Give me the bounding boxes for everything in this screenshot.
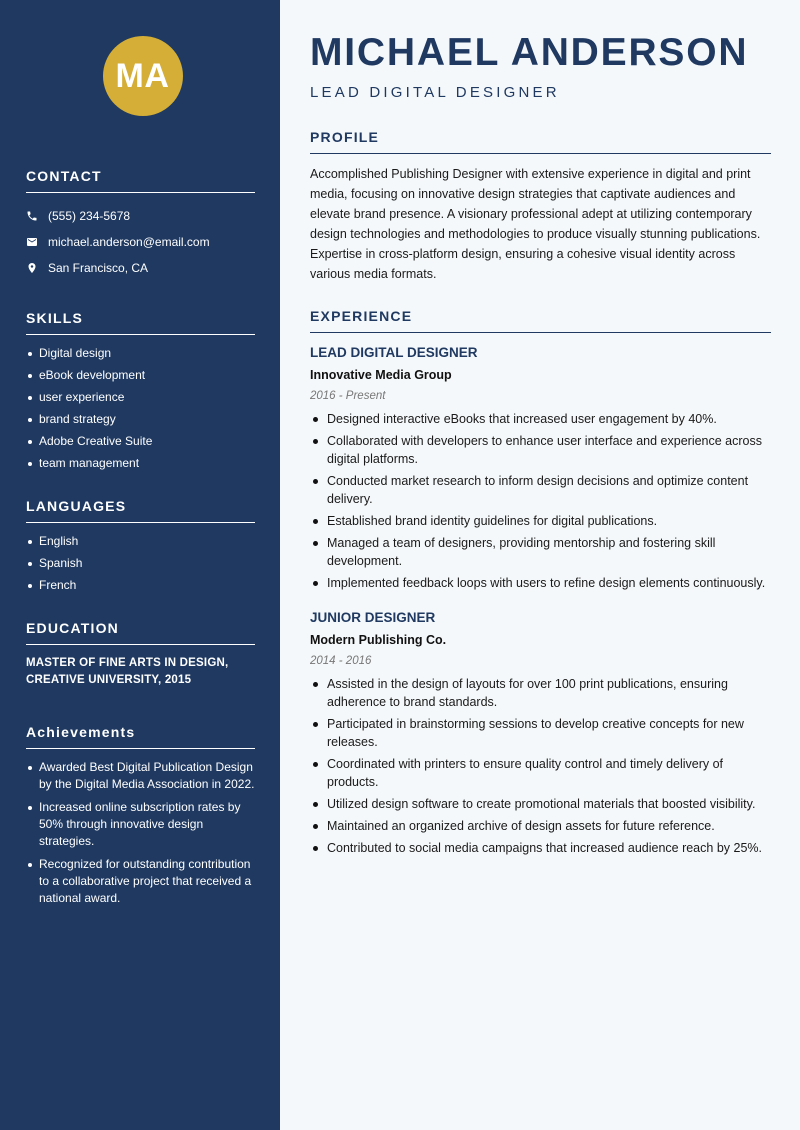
contact-heading: CONTACT: [26, 168, 255, 193]
education-entry: MASTER OF FINE ARTS IN DESIGN, CREATIVE UNIVERSITY, 2015: [26, 657, 229, 686]
candidate-title: LEAD DIGITAL DESIGNER: [310, 84, 560, 101]
list-item: Adobe Creative Suite: [26, 433, 255, 450]
job-entry: [310, 610, 771, 857]
list-item: Established brand identity guidelines for digital publications.: [310, 512, 771, 530]
list-item: French: [26, 577, 255, 594]
experience-heading: EXPERIENCE: [310, 308, 771, 333]
achievements-list: [26, 759, 255, 907]
profile-section: [310, 129, 771, 284]
phone-icon: [26, 210, 38, 222]
list-item: English: [26, 533, 255, 550]
list-item: brand strategy: [26, 411, 255, 428]
main-content: [280, 0, 800, 1130]
list-item: Maintained an organized archive of design assets for future reference.: [310, 817, 771, 835]
list-item: Digital design: [26, 345, 255, 362]
languages-heading: LANGUAGES: [26, 498, 255, 523]
job-company: Innovative Media Group: [310, 368, 452, 382]
experience-section: [310, 308, 771, 857]
list-item: user experience: [26, 389, 255, 406]
education-section: [26, 620, 255, 689]
list-item: Collaborated with developers to enhance user interface and experience across digital platforms.: [310, 432, 771, 468]
contact-section: [26, 168, 255, 281]
list-item: Awarded Best Digital Publication Design by the Digital Media Association in 2022.: [26, 759, 255, 793]
skills-list: [26, 345, 255, 472]
profile-heading: PROFILE: [310, 129, 771, 154]
job-title: JUNIOR DESIGNER: [310, 610, 436, 625]
list-item: eBook development: [26, 367, 255, 384]
email-icon: [26, 236, 38, 248]
list-item: team management: [26, 455, 255, 472]
list-item: Spanish: [26, 555, 255, 572]
list-item: Assisted in the design of layouts for over 100 print publications, ensuring adherence to brand standards.: [310, 675, 771, 711]
skills-section: [26, 310, 255, 472]
languages-section: [26, 498, 255, 594]
email-address: michael.anderson@email.com: [48, 235, 210, 249]
list-item: Managed a team of designers, providing mentorship and fostering skill development.: [310, 534, 771, 570]
list-item: Conducted market research to inform design decisions and optimize content delivery.: [310, 472, 771, 508]
avatar-initials: MA: [115, 56, 170, 95]
list-item: Implemented feedback loops with users to refine design elements continuously.: [310, 574, 771, 592]
list-item: Recognized for outstanding contribution to a collaborative project that received a national award.: [26, 856, 255, 907]
avatar: [103, 36, 183, 116]
contact-email: [26, 229, 255, 255]
contact-phone: [26, 203, 255, 229]
list-item: Participated in brainstorming sessions to develop creative concepts for new releases.: [310, 715, 771, 751]
job-company: Modern Publishing Co.: [310, 633, 447, 647]
job-dates: 2014 - 2016: [310, 655, 372, 667]
location-text: San Francisco, CA: [48, 261, 149, 275]
job-bullets: [310, 410, 771, 592]
list-item: Utilized design software to create promotional materials that boosted visibility.: [310, 795, 771, 813]
education-heading: EDUCATION: [26, 620, 255, 645]
contact-location: [26, 255, 255, 281]
list-item: Coordinated with printers to ensure quality control and timely delivery of products.: [310, 755, 771, 791]
languages-list: [26, 533, 255, 594]
list-item: Increased online subscription rates by 50% through innovative design strategies.: [26, 799, 255, 850]
skills-heading: SKILLS: [26, 310, 255, 335]
job-bullets: [310, 675, 771, 857]
achievements-section: [26, 724, 255, 907]
list-item: Contributed to social media campaigns that increased audience reach by 25%.: [310, 839, 771, 857]
candidate-name: MICHAEL ANDERSON: [310, 31, 749, 74]
list-item: Designed interactive eBooks that increased user engagement by 40%.: [310, 410, 771, 428]
achievements-heading: Achievements: [26, 724, 255, 749]
location-pin-icon: [26, 262, 38, 274]
job-entry: [310, 345, 771, 592]
job-dates: 2016 - Present: [310, 390, 386, 402]
sidebar: [0, 0, 280, 1130]
phone-number: (555) 234-5678: [48, 209, 131, 223]
profile-text: Accomplished Publishing Designer with extensive experience in digital and print media, focusing on innovative design strategies that captivate audiences and elevate brand presence. A visionary professional adept at utilizing contemporary design technologies and methodologies to produce visually stunning publications. Expertise in cross-platform design, ensuring a cohesive visual identity across various media formats.: [310, 167, 761, 281]
job-title: LEAD DIGITAL DESIGNER: [310, 345, 478, 360]
